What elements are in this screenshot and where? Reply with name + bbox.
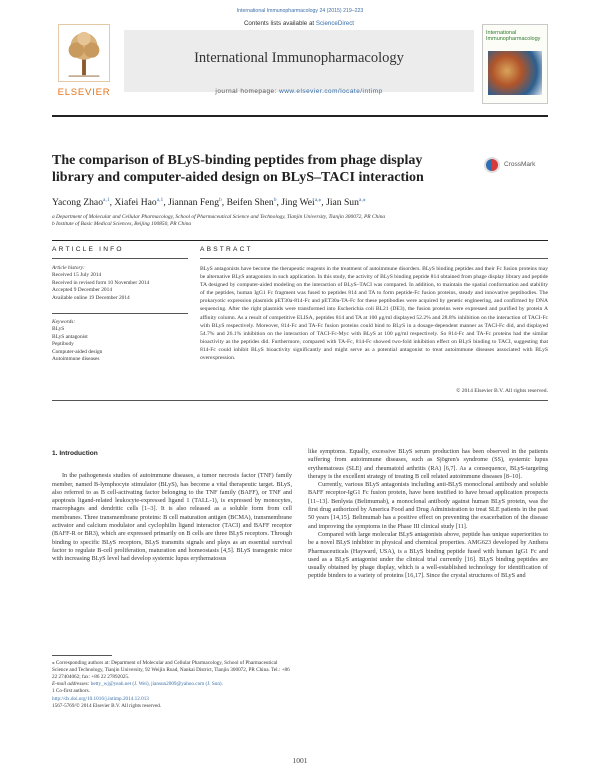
header-divider xyxy=(52,115,548,117)
author-list: Yacong Zhao$^{a,1}$, Xiafei Hao$^{a,1}$, Jiannan Feng$^b$, Beifen Shen$^b$, Jing Wei$^{a,⁎}$, Jian Sun$^{a,⁎}$ xyxy=(52,197,366,209)
affiliation-item: a Department of Molecular and Cellular Pharmacology, School of Pharmaceutical Science and Technology, Tianjin University, Tianjin 300072, PR China xyxy=(52,214,386,220)
journal-homepage-link[interactable]: www.elsevier.com/locate/intimp xyxy=(279,88,383,95)
journal-homepage xyxy=(124,88,474,95)
abstract-heading: ABSTRACT xyxy=(200,246,253,253)
journal-cover-thumbnail[interactable] xyxy=(482,24,548,104)
author-name[interactable]: Xiafei Hao xyxy=(114,197,157,209)
keyword-item: Computer-aided design xyxy=(52,348,103,355)
crossmark-icon xyxy=(484,157,500,173)
keyword-item: BLyS antagonist xyxy=(52,333,88,340)
footnotes xyxy=(52,660,292,695)
info-top-rule xyxy=(52,240,548,241)
abstract-text: BLyS antagonists have become the therapeutic reagents in the treatment of autoimmune disorders. BLyS binding peptides and their Fc fusion proteins may be alternative BLyS antagonists in such application. In this study, the activity of BLyS binding peptide 814 obtained from phage display library and peptide TA designed by computer-aided modeling on the interaction of BLyS–TACI was compared. In addition, to maintain the spatial conformation and stability of the peptides, human IgG1 Fc fragment was fused to peptides 814 and TA to form peptide-Fc fusion proteins, steady and innovative peptibodies. The prokaryotic expression plasmids pET30a-814-Fc and pET30a-TA-Fc for these peptibodies were acquired by genetic engineering, and confirmed by DNA sequencing. After the right plasmids were transformed into Escherichia coli BL21 (DE3), the fusion proteins were expressed and purified by protein A affinity column. As a result of competitive ELISA, peptides 814 and TA at 100 μg/ml displayed 52.2% and 28.8% inhibition on the interaction of TACI-Fc with BLyS respectively. Moreover, 814-Fc and TA-Fc fusion proteins could bind to BLyS in a dosage-dependent manner as TACI-Fc did, and displayed 54.7% and 26.1% inhibition on the interaction of TACI-Fc-Myc with BLyS at 100 μg/ml respectively. So 814-Fc and TA-Fc proteins had the similar bioactivity as the peptides did. Furthermore, compared with TA-Fc, 814-Fc showed two-fold inhibition effect on BLyS binding to TACI, suggesting that 814-Fc could inhibit BLyS bioactivity significantly and might serve as a potential antagonist to treat autoimmune diseases associated with BLyS overexpression. xyxy=(200,266,548,362)
affiliation-item: b Institute of Basic Medical Sciences, Beijing 100850, PR China xyxy=(52,221,192,228)
author-name[interactable]: Jiannan Feng xyxy=(168,197,220,209)
elsevier-logo[interactable] xyxy=(52,24,116,104)
article-info-heading: ARTICLE INFO xyxy=(52,246,124,253)
body-paragraph: like symptoms. Equally, excessive BLyS serum production has been observed in the patients suffering from autoimmune diseases, such as Sjögren's syndrome (SS), systemic lupus erythematosus (SLE) and rheumatoid arthritis (RA) [6,7]. As a consequence, BLyS-targeting therapy is the excellent strategy of treating B cell related autoimmune diseases [8–10]. xyxy=(308,448,548,480)
cover-image xyxy=(488,51,542,95)
elsevier-tree-icon xyxy=(58,24,110,82)
affiliations xyxy=(52,214,548,228)
body-column-left xyxy=(52,450,292,564)
article-title: The comparison of BLyS-binding peptides from phage display library and computer-aided design on BLyS–TACI interaction xyxy=(52,153,424,185)
article-history xyxy=(52,265,188,302)
doi-link[interactable]: http://dx.doi.org/10.1016/j.intimp.2014.12.013 xyxy=(52,696,149,702)
cover-title: International Immunopharmacology xyxy=(486,30,541,43)
keywords xyxy=(52,319,188,363)
sciencedirect-link[interactable]: ScienceDirect xyxy=(315,20,355,27)
body-paragraph: Compared with large molecular BLyS antagonists above, peptide has unique superiorities to be a novel BLyS inhibitor in physical and chemical properties. AMG623 developed by Anthera Pharmaceuticals (Hayward, USA), is a BLyS binding peptide fused with human IgG1 Fc and used as a BLyS antagonist under the clinical trial currently [16]. BLyS binding peptides are usually obtained by phage display, which is a well-established technology for identification of peptide binders to a variety of proteins [16,17]. Since the crystal structures of BLyS and xyxy=(308,530,548,580)
author-affiliation-marker[interactable]: a,⁎ xyxy=(358,197,366,203)
keywords-rule xyxy=(52,313,188,314)
journal-header xyxy=(52,20,548,112)
keyword-item: Peptibody xyxy=(52,341,74,348)
section-heading-introduction: 1. Introduction xyxy=(52,450,98,457)
corresponding-author-note: ⁎ Corresponding authors at: Department of Molecular and Cellular Pharmacology, School of Pharmaceutical Science and Technology, Tianjin University, 92 Weijin Road, Nankai District, Tianjin 300072, PR China. Tel.: +86 22 27404062; fax: +86 22 27892025. xyxy=(52,660,290,680)
journal-name: International Immunopharmacology xyxy=(194,50,404,66)
email-note xyxy=(52,681,292,688)
author-affiliation-marker[interactable]: b xyxy=(219,197,222,203)
elsevier-wordmark: ELSEVIER xyxy=(57,87,111,98)
keyword-item: Autoimmune diseases xyxy=(52,356,100,363)
body-paragraph: Currently, various BLyS antagonists including anti-BLyS monoclonal antibody and soluble BAFF receptor-IgG1 Fc fusion protein, have been testified to have broad application prospects [11–13]. Benlysta (Belimumab), a monoclonal antibody against human BLyS protein, was the first drug authorized by America Food and Drug Administration to treat SLE patients in the past 50 years [14,15]. Belimumab has a positive effect on preventing the exacerbation of the disease and improving the symptoms in the Phase III clinical study [11]. xyxy=(308,481,548,530)
history-item: Received in revised form 10 November 2014 xyxy=(52,279,150,286)
cofirst-author-note: 1 Co-first authors. xyxy=(52,688,90,694)
keyword-item: BLyS xyxy=(52,326,65,333)
abstract-rule xyxy=(200,258,548,259)
author-name[interactable]: Jian Sun xyxy=(326,197,359,209)
crossmark-badge[interactable] xyxy=(484,156,544,176)
contents-prefix: Contents lists available at xyxy=(243,20,316,27)
journal-homepage-label: journal homepage: xyxy=(215,88,280,95)
history-label: Article history: xyxy=(52,265,85,271)
article-info-rule xyxy=(52,258,188,259)
contents-line xyxy=(124,20,474,27)
doi-block xyxy=(52,696,292,710)
author-name[interactable]: Jing Wei xyxy=(281,197,315,209)
author-affiliation-marker[interactable]: a,⁎ xyxy=(314,197,322,203)
history-item: Accepted 9 December 2014 xyxy=(52,287,113,294)
page-number: 1001 xyxy=(292,756,308,765)
history-item: Received 15 July 2014 xyxy=(52,272,102,279)
keywords-label: Keywords: xyxy=(52,319,76,325)
author-name[interactable]: Beifen Shen xyxy=(226,197,274,209)
abstract-bottom-rule xyxy=(52,400,548,401)
body-paragraph: In the pathogenesis studies of autoimmune diseases, a tumor necrosis factor (TNF) family member, named B-lymphocyte stimulator (BLyS), has become a vital therapeutic target. BLyS, also referred to as B cell-activating factor belonging to the TNF family (BAFF), or TNF and apoptosis ligand-related leukocyte-expressed ligand 1 (TALL-1), is expressed by monocytes, macrophages and dendritic cells [1–3]. It is also released as a soluble form from cell membranes. Three transmembrane proteins: B cell maturation antigen (BCMA), transmembrane activator and calcium modulator and cyclophilin ligand interactor (TACI) and BAFF receptor (BAFF-R or BR3), which are expressed primarily on B cells are three BLyS receptors. Through binding to specific BLyS receptors, BLyS transmits signals and plays as an essential survival factor to regulate B-cell proliferation, maturation and homeostasis [4,5]. BLyS transgenic mice with increasing BLyS level had develop systemic lupus erythematosus xyxy=(52,472,292,563)
author-name[interactable]: Yacong Zhao xyxy=(52,197,103,209)
citation-line[interactable]: International Immunopharmacology 24 (2015) 219–223 xyxy=(236,8,364,14)
footnote-rule xyxy=(52,655,112,656)
history-item: Available online 19 December 2014 xyxy=(52,294,130,301)
issn-line: 1567-5769/© 2014 Elsevier B.V. All rights reserved. xyxy=(52,703,162,709)
email-links[interactable]: betty_wj@yeah.net (J. Wei), jiansun2009@yahoo.com (J. Sun). xyxy=(90,681,223,687)
author-affiliation-marker[interactable]: b xyxy=(273,197,277,203)
copyright-notice: © 2014 Elsevier B.V. All rights reserved. xyxy=(456,388,548,394)
crossmark-label: CrossMark xyxy=(504,161,536,168)
author-affiliation-marker[interactable]: a,1 xyxy=(103,197,110,203)
body-column-right xyxy=(308,448,548,581)
author-affiliation-marker[interactable]: a,1 xyxy=(156,197,164,203)
email-label: E-mail addresses: xyxy=(52,681,90,687)
